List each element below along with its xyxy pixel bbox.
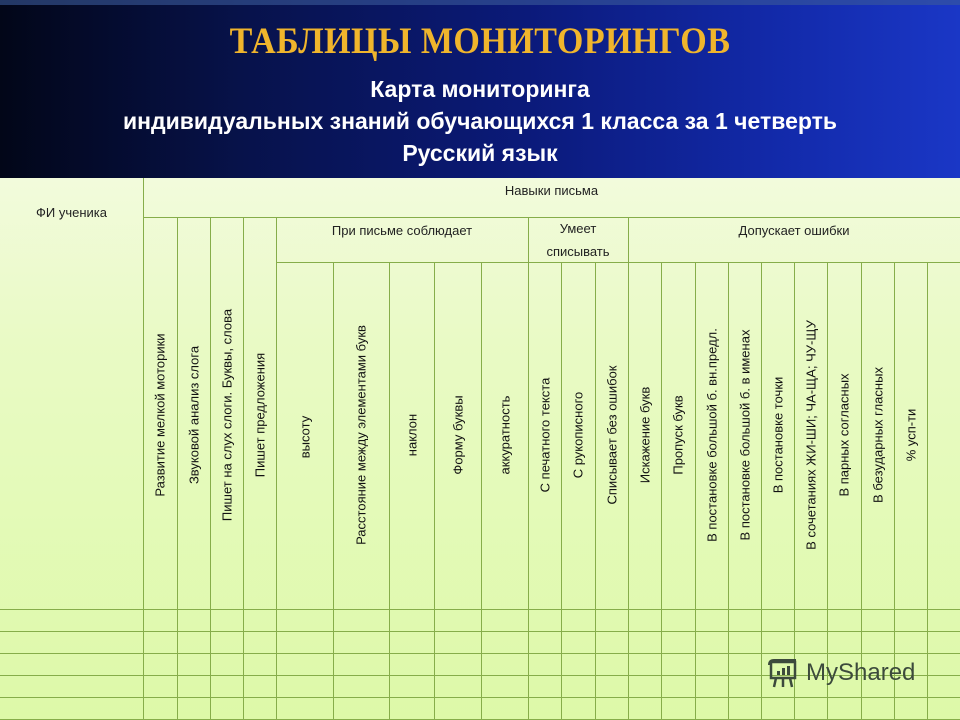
monitoring-table xyxy=(0,178,960,720)
grid-line xyxy=(827,262,828,720)
subtitle-line-1: Карта мониторинга xyxy=(370,76,590,102)
grid-line xyxy=(794,262,795,720)
grid-line xyxy=(561,262,562,720)
grid-line xyxy=(528,217,529,720)
column-header: Форму буквы xyxy=(450,395,465,475)
column-header: В парных согласных xyxy=(836,373,852,497)
column-header: В постановке большой б. вн.предл. xyxy=(704,328,719,542)
column-header: Искажение букв xyxy=(637,386,652,484)
student-name-header: ФИ ученика xyxy=(36,205,107,220)
watermark-text: MyShared xyxy=(806,659,916,686)
grid-line xyxy=(210,217,211,720)
slide-header xyxy=(0,0,960,178)
grid-line xyxy=(389,262,390,720)
grid-line xyxy=(276,262,528,263)
watermark xyxy=(766,656,915,690)
grid-line xyxy=(0,653,960,654)
grid-line xyxy=(0,697,960,698)
grid-line xyxy=(481,262,482,720)
column-header: В сочетаниях ЖИ-ШИ; ЧА-ЩА; ЧУ-ЩУ xyxy=(803,320,818,550)
group-copy-line1: Умеет xyxy=(559,221,597,236)
grid-line xyxy=(177,217,178,720)
column-header: Пишет предложения xyxy=(252,352,267,478)
column-header: В постановке большой б. в именах xyxy=(737,329,752,541)
grid-line xyxy=(0,609,960,610)
presentation-board-icon xyxy=(766,656,800,690)
grid-line xyxy=(927,262,928,720)
grid-line xyxy=(894,262,895,720)
column-header: В постановке точки xyxy=(770,376,785,494)
grid-line xyxy=(143,217,960,218)
subtitle-line-2: индивидуальных знаний обучающихся 1 класса за 1 четверть xyxy=(122,108,838,134)
column-header: Пропуск букв xyxy=(670,395,686,475)
column-header: Списывает без ошибок xyxy=(604,365,619,505)
grid-line xyxy=(595,262,596,720)
grid-line xyxy=(728,262,729,720)
grid-line xyxy=(628,217,629,720)
column-header: С рукописного xyxy=(570,391,586,479)
column-header: Пишет на слух слоги. Буквы, слова xyxy=(219,308,234,522)
grid-line xyxy=(761,262,762,720)
grid-line xyxy=(143,178,144,720)
column-header: аккуратность xyxy=(497,395,512,475)
group-observes: При письме соблюдает xyxy=(331,223,473,238)
grid-line xyxy=(333,262,334,720)
column-header: Расстояние между элементами букв xyxy=(353,325,369,545)
grid-line xyxy=(243,217,244,720)
group-copy-line2: списывать xyxy=(546,244,610,259)
subtitle-line-3: Русский язык xyxy=(402,140,558,166)
grid-line xyxy=(434,262,435,720)
column-header: С печатного текста xyxy=(537,377,552,493)
column-header: % усп-ти xyxy=(903,408,918,462)
grid-line xyxy=(861,262,862,720)
column-header: высоту xyxy=(297,415,312,459)
grid-line xyxy=(276,217,277,720)
column-header: Развитие мелкой моторики xyxy=(152,333,168,497)
grid-line xyxy=(695,262,696,720)
group-writing-skills: Навыки письма xyxy=(504,183,599,198)
column-header: В безударных гласных xyxy=(870,367,885,503)
column-header: Звуковой анализ слога xyxy=(186,345,201,485)
grid-line xyxy=(661,262,662,720)
page-title: ТАБЛИЦЫ МОНИТОРИНГОВ xyxy=(229,21,731,62)
grid-line xyxy=(0,631,960,632)
column-header: наклон xyxy=(404,413,419,457)
group-errors: Допускает ошибки xyxy=(738,223,850,238)
grid-line xyxy=(528,262,960,263)
